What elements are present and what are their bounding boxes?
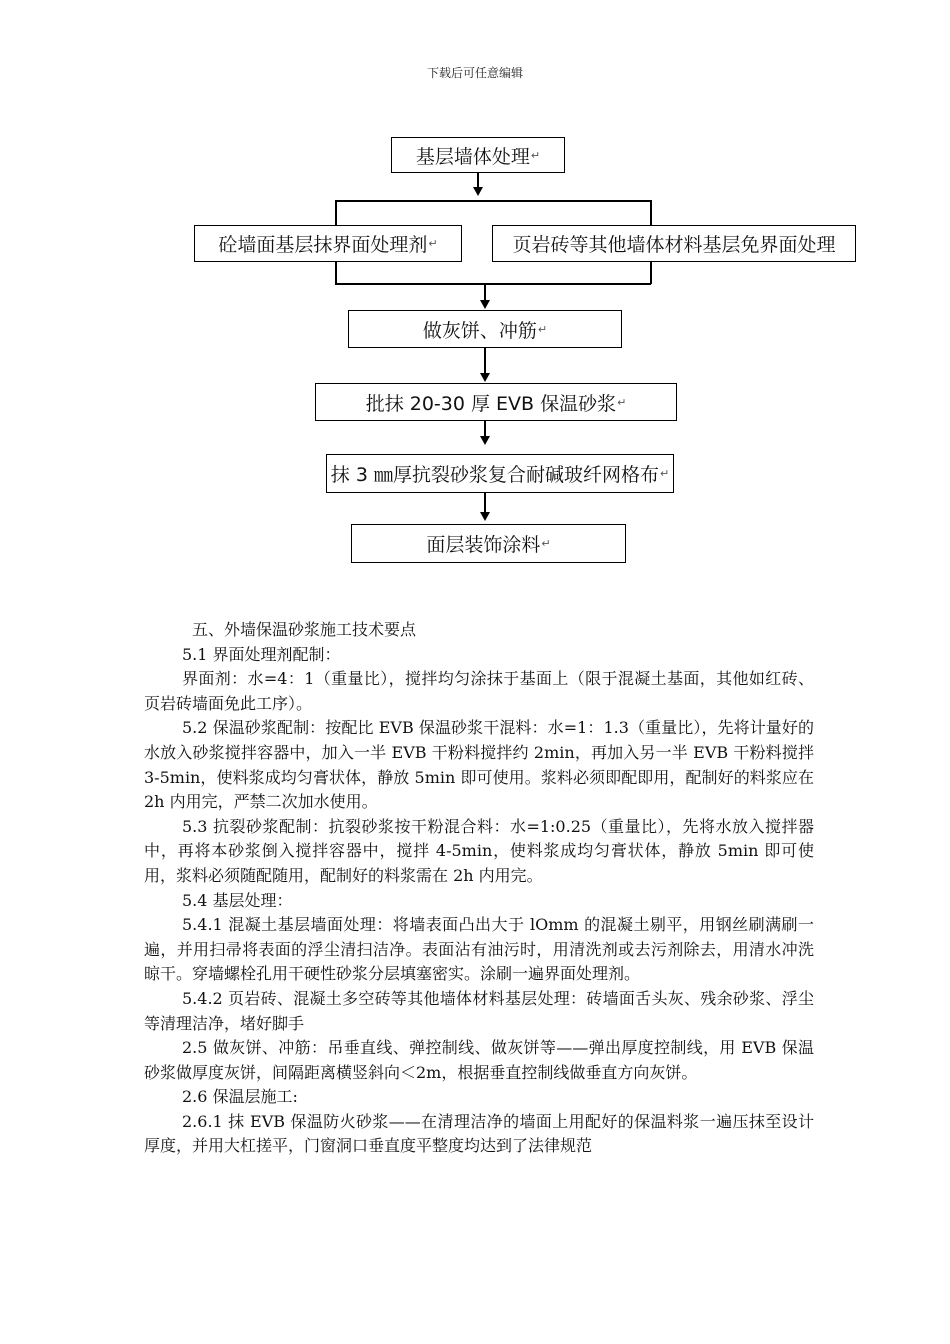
return-mark: ↵ bbox=[530, 148, 541, 162]
subsection-5-1-title: 5.1 界面处理剂配制： bbox=[182, 644, 341, 664]
connector-base-down bbox=[477, 173, 479, 188]
flow-step-label: 基层墙体处理 bbox=[415, 145, 530, 168]
paragraph-5-3: 5.3 抗裂砂浆配制：抗裂砂浆按干粉混合料：水=1:0.25（重量比），先将水放入搅拌器中，再将本砂浆倒入搅拌容器中，搅拌 4-5min，使料浆成均匀膏状体，静放 5min 即可使用，浆料必须随配随用，配制好的料浆需在 2h 内用完。 bbox=[144, 816, 814, 885]
connector-split-horizontal bbox=[335, 200, 651, 202]
connector-step4 bbox=[484, 421, 486, 437]
flow-step-base-wall bbox=[391, 137, 565, 173]
return-mark: ↵ bbox=[541, 537, 551, 550]
arrow-head bbox=[473, 187, 483, 196]
connector-merge-right bbox=[650, 262, 652, 284]
flow-step-label: 面层装饰涂料 bbox=[426, 534, 541, 556]
flow-step-label: 批抹 20-30 厚 EVB 保温砂浆 bbox=[365, 392, 617, 415]
flow-step-anti-crack bbox=[326, 454, 674, 493]
flow-step-concrete-branch bbox=[194, 225, 462, 262]
paragraph-2-6-1: 2.6.1 抹 EVB 保温防火砂浆——在清理洁净的墙面上用配好的保温料浆一遍压抹至设计厚度，并用大杠搓平，门窗洞口垂直度平整度均达到了法律规范 bbox=[144, 1111, 814, 1156]
flow-step-label: 砼墙面基层抹界面处理剂 bbox=[218, 234, 428, 256]
connector-merge-down bbox=[484, 283, 486, 301]
subsection-5-4-title: 5.4 基层处理： bbox=[182, 890, 293, 910]
paragraph-2-5: 2.5 做灰饼、冲筋：吊垂直线、弹控制线、做灰饼等——弹出厚度控制线，用 EVB 保温砂浆做厚度灰饼，间隔距离横竖斜向＜2m，根据垂直控制线做垂直方向灰饼。 bbox=[144, 1038, 814, 1082]
return-mark: ↵ bbox=[659, 467, 670, 480]
connector-split-left bbox=[335, 200, 337, 225]
arrow-head bbox=[480, 436, 490, 445]
connector-merge-horizontal bbox=[335, 283, 651, 285]
flow-step-ash-cake bbox=[348, 310, 622, 348]
header-note: 下载后可任意编辑 bbox=[426, 66, 523, 80]
return-mark: ↵ bbox=[537, 322, 548, 336]
arrow-head bbox=[480, 373, 490, 382]
paragraph-5-4-1: 5.4.1 混凝土基层墙面处理：将墙表面凸出大于 lOmm 的混凝土剔平，用钢丝刷满刷一遍，并用扫帚将表面的浮尘清扫洁净。表面沾有油污时，用清洗剂或去污剂除去，用清水冲洗晾干。穿墙螺栓孔用干硬性砂浆分层填塞密实。涂刷一遍界面处理剂。 bbox=[144, 915, 814, 984]
flow-step-label: 做灰饼、冲筋 bbox=[422, 319, 537, 342]
paragraph-5-2: 5.2 保温砂浆配制：按配比 EVB 保温砂浆干混料：水=1：1.3（重量比），先将计量好的水放入砂浆搅拌容器中，加入一半 EVB 干粉料搅拌约 2min，再加入另一半 EVB 干粉料搅拌 3-5min，使料浆成均匀膏状体，静放 5min 即可使用。浆料必须即配即用，配制好的料浆应在 2h 内用完，严禁二次加水使用。 bbox=[144, 718, 814, 812]
flow-step-label: 页岩砖等其他墙体材料基层免界面处理 bbox=[512, 234, 836, 256]
construction-flowchart bbox=[0, 0, 950, 600]
connector-step5 bbox=[484, 493, 486, 513]
return-mark: ↵ bbox=[428, 237, 438, 250]
paragraph-5-4-2: 5.4.2 页岩砖、混凝土多空砖等其他墙体材料基层处理：砖墙面舌头灰、残余砂浆、浮尘等清理洁净，堵好脚手 bbox=[144, 988, 814, 1033]
section-title: 五、外墙保温砂浆施工技术要点 bbox=[192, 620, 417, 639]
paragraph-5-1: 界面剂：水=4：1（重量比），搅拌均匀涂抹于基面上（限于混凝土基面，其他如红砖、页岩砖墙面免此工序）。 bbox=[144, 669, 814, 713]
arrow-head bbox=[480, 512, 490, 521]
connector-step3 bbox=[484, 348, 486, 374]
flow-step-evb-mortar bbox=[315, 383, 677, 421]
document-body bbox=[144, 618, 814, 1159]
flow-step-finish bbox=[351, 524, 626, 563]
subsection-2-6-title: 2.6 保温层施工: bbox=[182, 1087, 298, 1107]
arrow-head bbox=[480, 300, 490, 309]
return-mark: ↵ bbox=[617, 395, 627, 409]
connector-split-right bbox=[650, 200, 652, 225]
flow-step-shale-branch bbox=[492, 225, 856, 262]
flow-step-label: 抹 3 ㎜厚抗裂砂浆复合耐碱玻纤网格布 bbox=[330, 464, 659, 486]
connector-merge-left bbox=[335, 262, 337, 284]
